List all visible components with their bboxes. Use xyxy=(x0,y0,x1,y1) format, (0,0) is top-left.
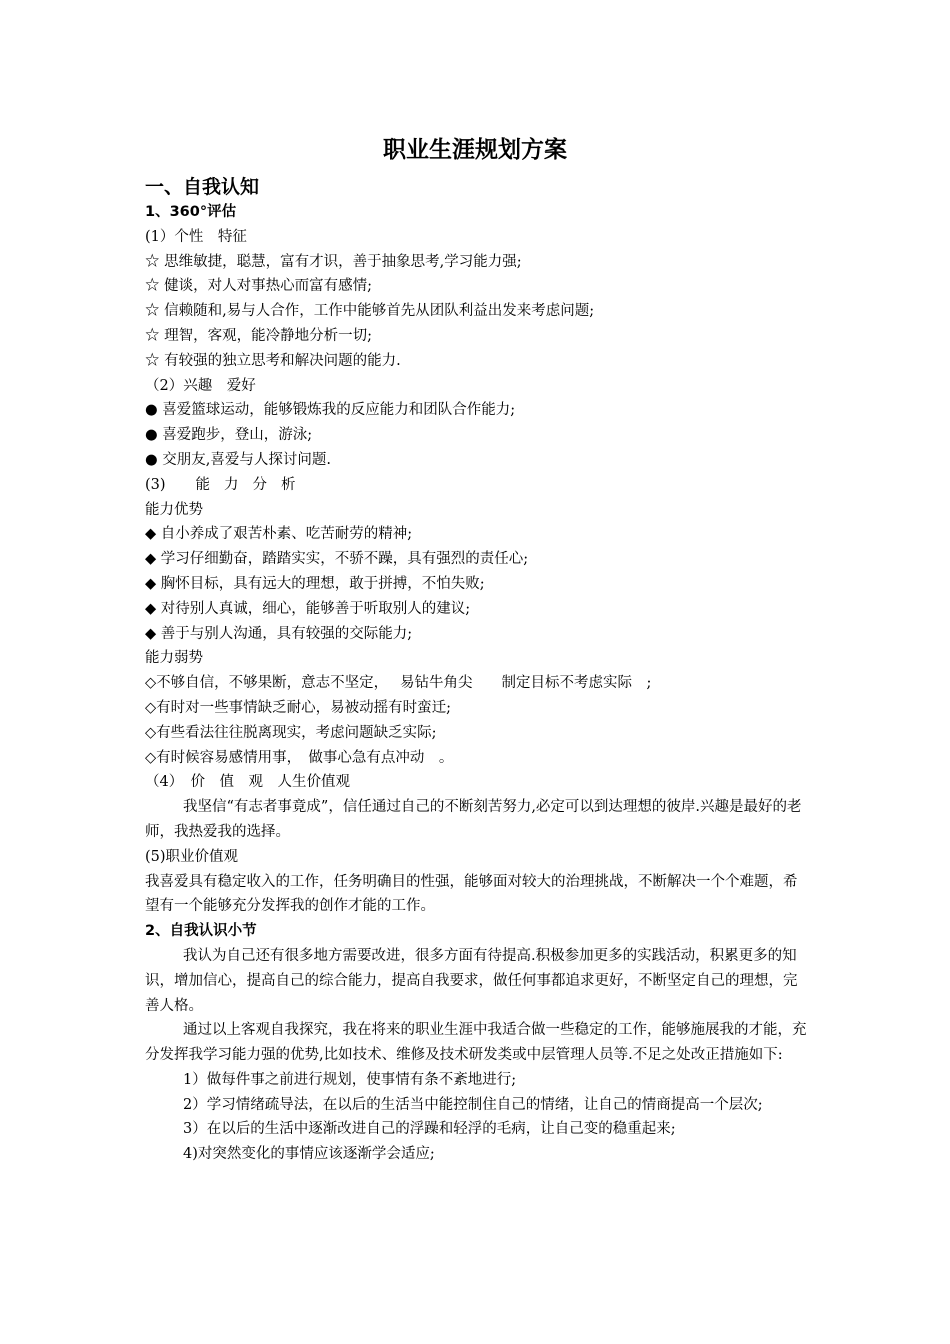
item-hobby-heading: （2）兴趣 爱好 xyxy=(145,377,256,394)
career-values-paragraph: 我喜爱具有稳定收入的工作，任务明确目的性强，能够面对较大的治理挑战，不断解决一个个难题，希望有一个能够充分发挥我的创作才能的工作。 xyxy=(145,873,798,915)
hobby-line: ● 喜爱篮球运动，能够锻炼我的反应能力和团队合作能力; xyxy=(145,402,516,419)
item-values-heading: （4） 价 值 观 人生价值观 xyxy=(145,774,350,791)
weakness-line: ◇有时候容易感情用事， 做事心急有点冲动 。 xyxy=(145,749,454,766)
measure-line: 3）在以后的生活中逐渐改进自己的浮躁和轻浮的毛病，让自己变的稳重起来; xyxy=(183,1121,676,1138)
summary-paragraph: 通过以上客观自我探究，我在将来的职业生涯中我适合做一些稳定的工作，能够施展我的才能，充分发挥我学习能力强的优势,比如技术、维修及技术研发类或中层管理人员等.不足之处改正措施如下: xyxy=(145,1022,807,1064)
trait-line: ☆ 思维敏捷，聪慧，富有才识，善于抽象思考,学习能力强; xyxy=(145,253,522,270)
trait-line: ☆ 有较强的独立思考和解决问题的能力. xyxy=(145,352,401,369)
item-personality-heading: (1）个性 特征 xyxy=(145,228,247,245)
section-heading-self-awareness: 一、自我认知 xyxy=(145,176,260,198)
item-career-values-heading: (5)职业价值观 xyxy=(145,848,239,865)
life-values-paragraph: 我坚信“有志者事竟成”，信任通过自己的不断刻苦努力,必定可以到达理想的彼岸.兴趣是最好的老师，我热爱我的选择。 xyxy=(145,799,802,840)
advantage-line: ◆ 自小养成了艰苦朴素、吃苦耐劳的精神; xyxy=(145,526,413,543)
measure-line: 4)对突然变化的事情应该逐渐学会适应; xyxy=(183,1146,435,1163)
ability-weakness-heading: 能力弱势 xyxy=(145,650,203,667)
trait-line: ☆ 信赖随和,易与人合作，工作中能够首先从团队利益出发来考虑问题; xyxy=(145,303,595,320)
hobby-line: ● 喜爱跑步，登山，游泳; xyxy=(145,427,313,444)
summary-paragraph: 我认为自己还有很多地方需要改进，很多方面有待提高.积极参加更多的实践活动，积累更多的知识，增加信心，提高自己的综合能力，提高自我要求，做任何事都追求更好，不断坚定自己的理想，完善人格。 xyxy=(145,947,798,1014)
document-title: 职业生涯规划方案 xyxy=(383,137,567,163)
weakness-line: ◇有些看法往往脱离现实，考虑问题缺乏实际; xyxy=(145,724,437,741)
measure-line: 1）做每件事之前进行规划，使事情有条不紊地进行; xyxy=(183,1071,517,1088)
weakness-line: ◇不够自信，不够果断，意志不坚定， 易钻牛角尖 制定目标不考虑实际 ; xyxy=(145,675,652,692)
item-ability-label: 能力分析 xyxy=(195,476,310,493)
advantage-line: ◆ 对待别人真诚，细心，能够善于听取别人的建议; xyxy=(145,600,471,617)
weakness-line: ◇有时对一些事情缺乏耐心，易被动摇有时蛮迁; xyxy=(145,699,452,716)
advantage-line: ◆ 胸怀目标，具有远大的理想，敢于拼搏，不怕失败; xyxy=(145,575,485,592)
document-body xyxy=(145,200,810,1167)
item-ability-number: (3) xyxy=(145,476,166,493)
subheading-self-summary: 2、自我认识小节 xyxy=(145,923,257,940)
trait-line: ☆ 理智，客观，能冷静地分析一切; xyxy=(145,327,372,344)
measure-line: 2）学习情绪疏导法，在以后的生活当中能控制住自己的情绪，让自己的情商提高一个层次; xyxy=(183,1096,763,1113)
ability-advantage-heading: 能力优势 xyxy=(145,501,203,518)
item-ability-heading xyxy=(145,473,810,498)
subheading-360-assessment: 1、360°评估 xyxy=(145,204,237,220)
advantage-line: ◆ 善于与别人沟通，具有较强的交际能力; xyxy=(145,625,413,642)
advantage-line: ◆ 学习仔细勤奋，踏踏实实，不骄不躁，具有强烈的责任心; xyxy=(145,551,529,568)
hobby-line: ● 交朋友,喜爱与人探讨问题. xyxy=(145,451,331,468)
trait-line: ☆ 健谈，对人对事热心而富有感情; xyxy=(145,278,372,295)
